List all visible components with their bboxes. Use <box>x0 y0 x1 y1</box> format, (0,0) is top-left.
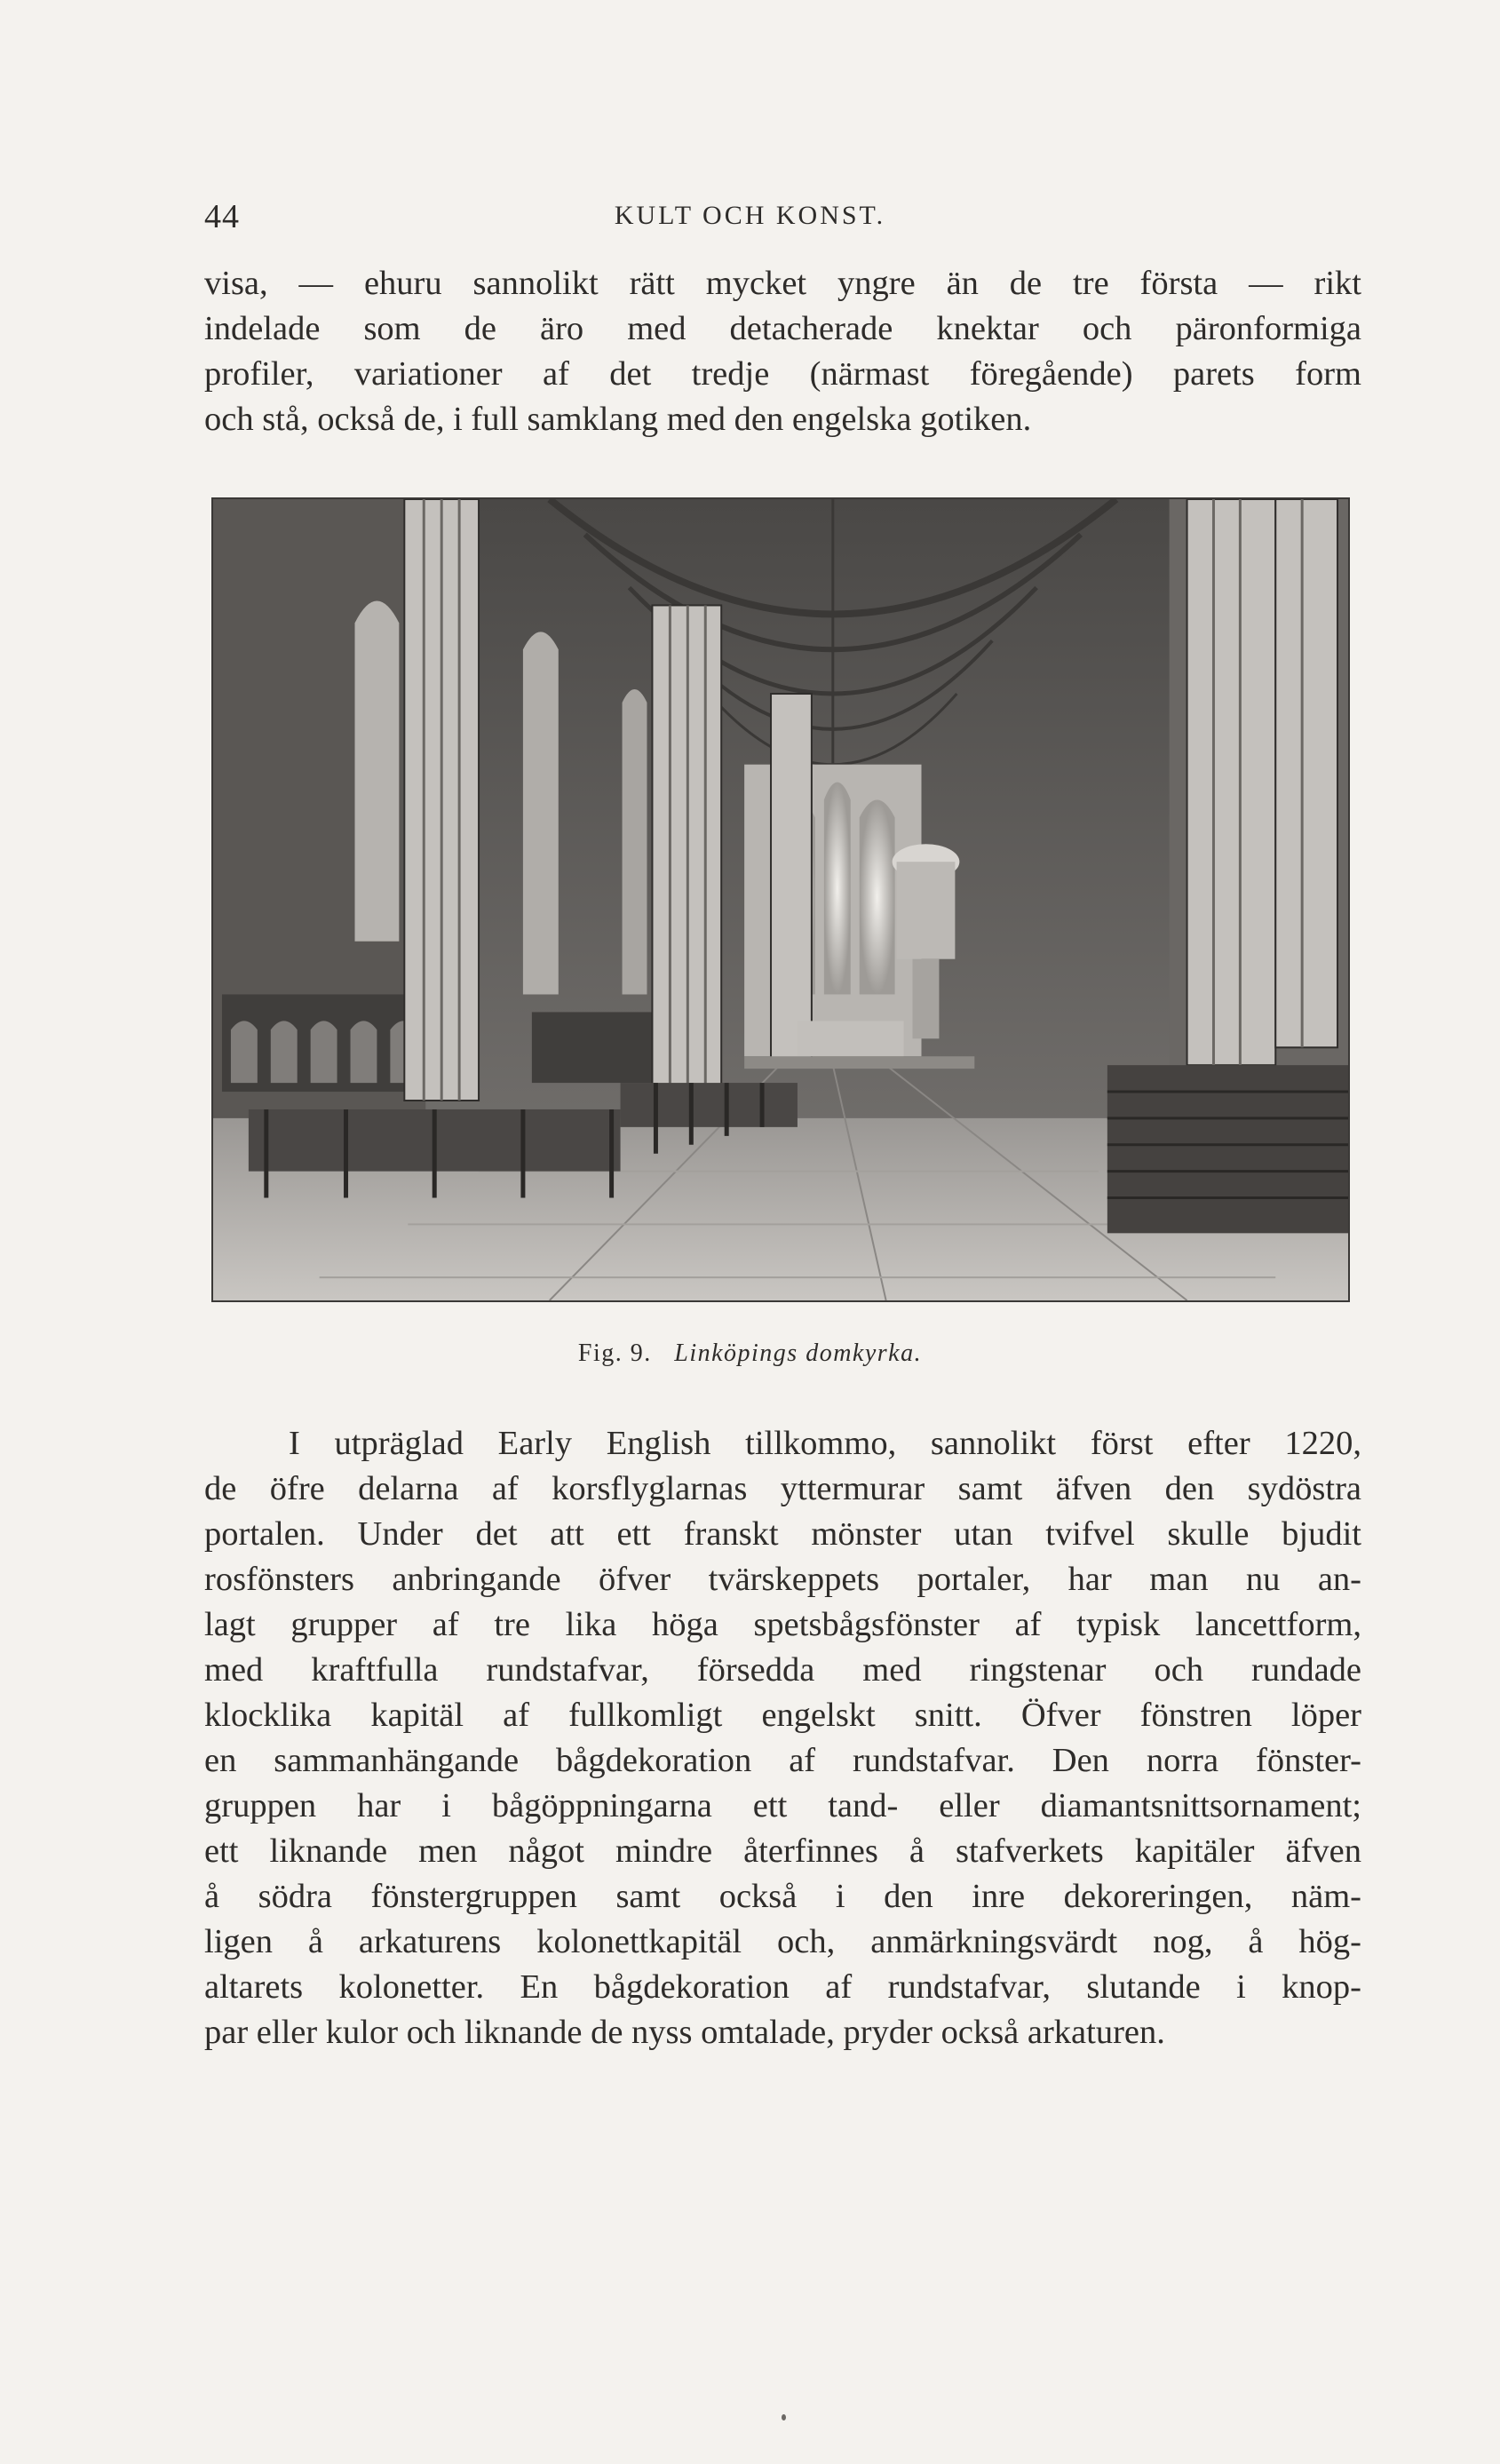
text-line: rosfönsters anbringande öfver tvärskeppets portaler, har man nu an- <box>204 1561 1361 1598</box>
text-line: gruppen har i bågöppningarna ett tand- eller diamantsnittsornament; <box>204 1787 1361 1824</box>
figure-title: Linköpings domkyrka. <box>674 1339 923 1367</box>
text-line: å södra fönstergruppen samt också i den inre dekoreringen, näm- <box>204 1878 1361 1915</box>
text-line: lagt grupper af tre lika höga spetsbågsfönster af typisk lancettform, <box>204 1606 1361 1643</box>
text-line: portalen. Under det att ett franskt mönster utan tvifvel skulle bjudit <box>204 1515 1361 1553</box>
paragraph-top <box>204 261 1361 442</box>
paragraph-body <box>204 1421 1361 2055</box>
running-head: KULT OCH KONST. <box>614 201 886 230</box>
text-line: och stå, också de, i full samklang med den engelska gotiken. <box>204 401 1032 438</box>
print-speck <box>782 2414 786 2420</box>
page-number: 44 <box>204 198 240 235</box>
cathedral-interior-illustration <box>213 499 1348 1300</box>
text-line: par eller kulor och liknande de nyss omtalade, pryder också arkaturen. <box>204 2014 1165 2051</box>
figure-label: Fig. 9. <box>577 1339 652 1367</box>
text-line: ligen å arkaturens kolonettkapitäl och, anmärkningsvärdt nog, å hög- <box>204 1923 1361 1960</box>
text-line: ett liknande men något mindre återfinnes å stafverkets kapitäler äfven <box>204 1832 1361 1870</box>
text-line: en sammanhängande bågdekoration af rundstafvar. Den norra fönster- <box>204 1742 1361 1779</box>
text-line: klocklika kapitäl af fullkomligt engelskt snitt. Öfver fönstren löper <box>204 1697 1361 1734</box>
text-line: visa, — ehuru sannolikt rätt mycket yngre än de tre första — rikt <box>204 265 1361 302</box>
cathedral-interior-photo <box>211 497 1350 1302</box>
text-line: altarets kolonetter. En bågdekoration af rundstafvar, slutande i knop- <box>204 1968 1361 2006</box>
text-line: indelade som de äro med detacherade knektar och päronformiga <box>204 310 1361 347</box>
figure-caption <box>0 1339 1500 1368</box>
text-line: de öfre delarna af korsflyglarnas yttermurar samt äfven den sydöstra <box>204 1470 1361 1507</box>
text-line: profiler, variationer af det tredje (närmast föregående) parets form <box>204 355 1361 393</box>
text-line: I utpräglad Early English tillkommo, sannolikt först efter 1220, <box>289 1425 1361 1462</box>
text-line: med kraftfulla rundstafvar, försedda med ringstenar och rundade <box>204 1651 1361 1689</box>
